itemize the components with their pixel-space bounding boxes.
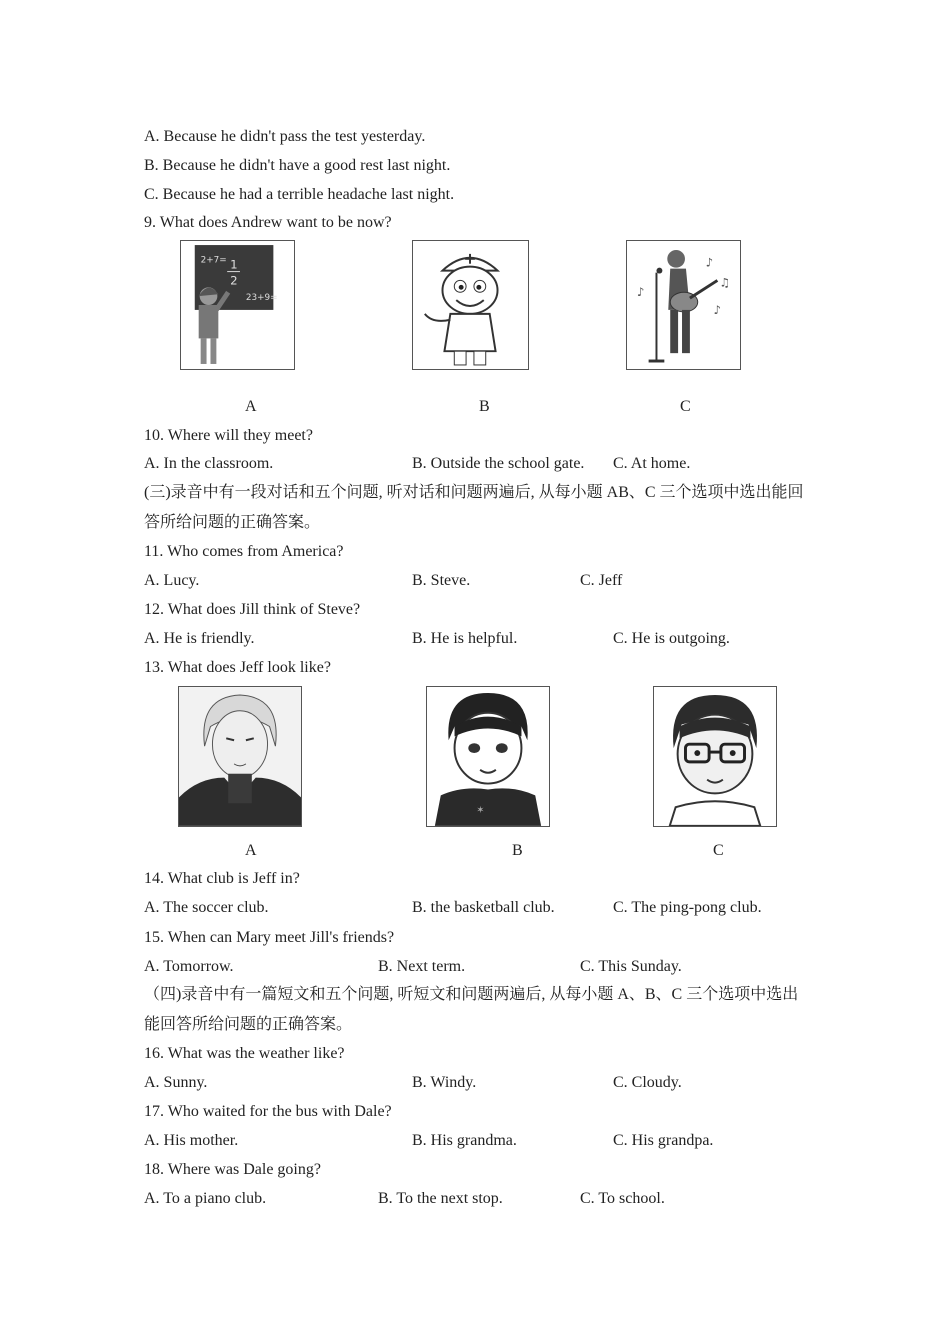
q9-question: 9. What does Andrew want to be now? [144, 214, 392, 231]
short-hair-boy-icon [427, 687, 549, 826]
q14-option-a: A. The soccer club. [144, 899, 269, 916]
doctor-cartoon-icon [413, 241, 528, 369]
singer-with-guitar-icon [627, 241, 740, 369]
q9-picture-b-doctor [412, 240, 529, 370]
svg-text:1: 1 [230, 257, 238, 272]
q13-label-a: A [245, 842, 257, 859]
q9-label-a: A [245, 398, 257, 415]
q11-option-a: A. Lucy. [144, 572, 200, 589]
q15-option-c: C. This Sunday. [580, 958, 682, 975]
q15-option-b: B. Next term. [378, 958, 466, 975]
q12-option-b: B. He is helpful. [412, 630, 518, 647]
q16-question: 16. What was the weather like? [144, 1045, 345, 1062]
q8-option-b: B. Because he didn't have a good rest last night. [144, 157, 451, 174]
q18-question: 18. Where was Dale going? [144, 1161, 321, 1178]
q9-label-c: C [680, 398, 691, 415]
q18-option-c: C. To school. [580, 1190, 665, 1207]
q13-picture-b-short-hair [426, 686, 550, 827]
q14-option-c: C. The ping-pong club. [613, 899, 762, 916]
q9-picture-c-singer [626, 240, 741, 370]
q15-option-a: A. Tomorrow. [144, 958, 234, 975]
q18-option-b: B. To the next stop. [378, 1190, 503, 1207]
section4-instruction: （四)录音中有一篇短文和五个问题, 听短文和问题两遍后, 从每小题 A、B、C 三个选项中选出能回答所给问题的正确答案。 [144, 986, 799, 1033]
svg-text:2: 2 [230, 273, 238, 288]
q13-label-c: C [713, 842, 724, 859]
q13-picture-c-glasses [653, 686, 777, 827]
q18-option-a: A. To a piano club. [144, 1190, 267, 1207]
svg-text:✶: ✶ [476, 805, 485, 817]
svg-text:2+7=: 2+7= [200, 255, 227, 266]
q14-question: 14. What club is Jeff in? [144, 870, 300, 887]
q13-question: 13. What does Jeff look like? [144, 659, 331, 676]
section3-instruction: (三)录音中有一段对话和五个问题, 听对话和问题两遍后, 从每小题 AB、C 三个选项中选出能回答所给问题的正确答案。 [144, 484, 804, 531]
q8-option-a: A. Because he didn't pass the test yesterday. [144, 128, 426, 145]
svg-text:♫: ♫ [719, 275, 730, 290]
svg-text:23+9=: 23+9= [245, 293, 278, 304]
q16-option-c: C. Cloudy. [613, 1074, 682, 1091]
q17-question: 17. Who waited for the bus with Dale? [144, 1103, 392, 1120]
q8-option-c: C. Because he had a terrible headache last night. [144, 186, 455, 203]
svg-text:♪: ♪ [713, 302, 722, 317]
svg-text:♪: ♪ [705, 255, 714, 270]
boy-with-glasses-icon [654, 687, 776, 826]
q15-question: 15. When can Mary meet Jill's friends? [144, 929, 395, 946]
q16-option-b: B. Windy. [412, 1074, 477, 1091]
q12-option-c: C. He is outgoing. [613, 630, 730, 647]
q17-option-b: B. His grandma. [412, 1132, 517, 1149]
teacher-at-blackboard-icon [181, 241, 294, 369]
q11-option-b: B. Steve. [412, 572, 471, 589]
q10-option-b: B. Outside the school gate. [412, 455, 585, 472]
q12-option-a: A. He is friendly. [144, 630, 255, 647]
q17-option-c: C. His grandpa. [613, 1132, 714, 1149]
q16-option-a: A. Sunny. [144, 1074, 208, 1091]
q11-question: 11. Who comes from America? [144, 543, 344, 560]
q14-option-b: B. the basketball club. [412, 899, 555, 916]
q10-option-c: C. At home. [613, 455, 691, 472]
q10-question: 10. Where will they meet? [144, 427, 313, 444]
q13-label-b: B [512, 842, 523, 859]
q13-picture-a-long-hair [178, 686, 302, 827]
q9-label-b: B [479, 398, 490, 415]
q11-option-c: C. Jeff [580, 572, 623, 589]
q10-option-a: A. In the classroom. [144, 455, 274, 472]
q9-picture-a-teacher [180, 240, 295, 370]
q17-option-a: A. His mother. [144, 1132, 239, 1149]
q12-question: 12. What does Jill think of Steve? [144, 601, 361, 618]
svg-text:♪: ♪ [636, 285, 645, 300]
long-hair-portrait-icon [179, 687, 301, 826]
